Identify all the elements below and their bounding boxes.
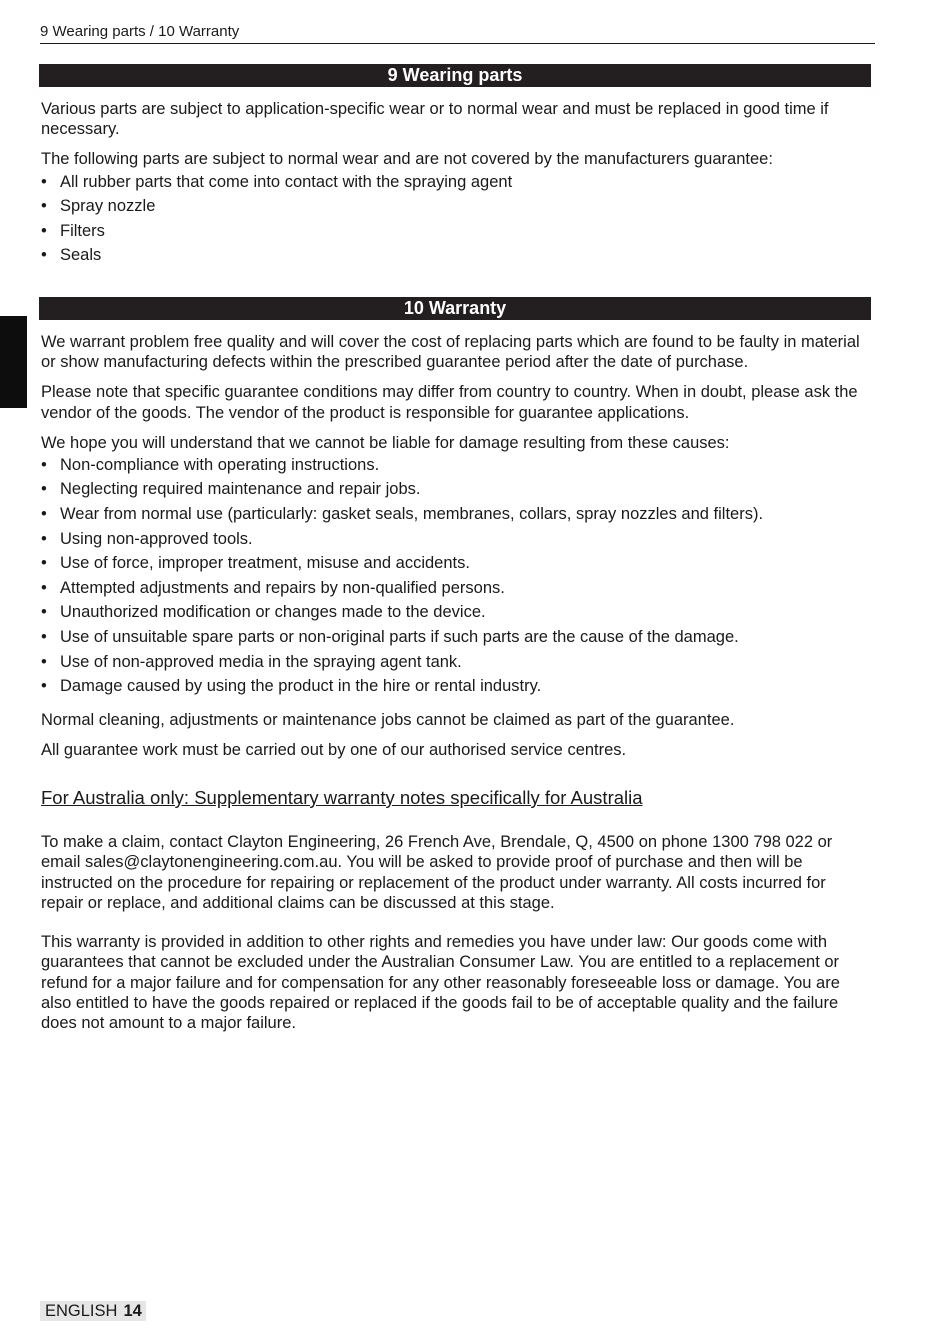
footer-language: ENGLISH [45, 1302, 118, 1320]
list-item: • Unauthorized modification or changes made to the device. [41, 602, 871, 627]
list-item: • Attempted adjustments and repairs by non-qualified persons. [41, 578, 871, 603]
section-9-heading: 9 Wearing parts [39, 64, 871, 87]
warranty-exclusions-list [41, 455, 871, 701]
australia-heading: For Australia only: Supplementary warranty notes specifically for Australia [41, 787, 643, 808]
list-item: • Non-compliance with operating instructions. [41, 455, 871, 480]
list-item: • Use of force, improper treatment, misuse and accidents. [41, 553, 871, 578]
list-item: • All rubber parts that come into contact with the spraying agent [41, 172, 871, 197]
wearing-parts-list [41, 172, 871, 270]
list-item: • Spray nozzle [41, 196, 871, 221]
paragraph: We hope you will understand that we cannot be liable for damage resulting from these causes: [41, 433, 730, 452]
list-item: • Use of unsuitable spare parts or non-original parts if such parts are the cause of the damage. [41, 627, 871, 652]
section-10-body [41, 332, 871, 770]
list-item: • Using non-approved tools. [41, 529, 871, 554]
section-10-heading: 10 Warranty [39, 297, 871, 320]
page-footer [40, 1301, 146, 1321]
language-side-tab [0, 316, 27, 408]
list-item: • Seals [41, 245, 871, 270]
running-header: 9 Wearing parts / 10 Warranty [40, 22, 875, 44]
list-item: • Filters [41, 221, 871, 246]
list-item: • Wear from normal use (particularly: gasket seals, membranes, collars, spray nozzles and filters). [41, 504, 871, 529]
paragraph: Please note that specific guarantee conditions may differ from country to country. When in doubt, please ask the vendor of the goods. The vendor of the product is responsible for guarantee applications. [41, 383, 858, 422]
paragraph: Normal cleaning, adjustments or maintenance jobs cannot be claimed as part of the guarantee. [41, 711, 735, 730]
list-item: • Use of non-approved media in the spraying agent tank. [41, 652, 871, 677]
paragraph: Various parts are subject to application-specific wear or to normal wear and must be replaced in good time if necessary. [41, 100, 829, 139]
list-item: • Neglecting required maintenance and repair jobs. [41, 479, 871, 504]
paragraph: All guarantee work must be carried out by one of our authorised service centres. [41, 741, 627, 760]
paragraph: The following parts are subject to normal wear and are not covered by the manufacturers guarantee: [41, 150, 773, 169]
paragraph: We warrant problem free quality and will cover the cost of replacing parts which are found to be faulty in material or show manufacturing defects within the prescribed guarantee period after the date of purchase. [41, 333, 860, 372]
list-item: • Damage caused by using the product in the hire or rental industry. [41, 676, 871, 701]
australia-claim-paragraph: To make a claim, contact Clayton Engineering, 26 French Ave, Brendale, Q, 4500 on phone 1300 798 022 or email sales@claytonengineering.com.au. You will be asked to provide proof of purchase and then will be instructed on the procedure for repairing or replacement of the product under warranty. All costs incurred for repair or replace, and additional claims can be discussed at this stage. [41, 833, 833, 912]
section-9-body [41, 99, 871, 280]
australia-rights-paragraph: This warranty is provided in addition to other rights and remedies you have under law: Our goods come with guarantees that cannot be excluded under the Australian Consumer Law. You are entitled to a replacement or refund for a major failure and for compensation for any other reasonably foreseeable loss or damage. You are also entitled to have the goods repaired or replaced if the goods fail to be of acceptable quality and the failure does not amount to a major failure. [41, 933, 840, 1033]
page-number: 14 [123, 1302, 142, 1320]
